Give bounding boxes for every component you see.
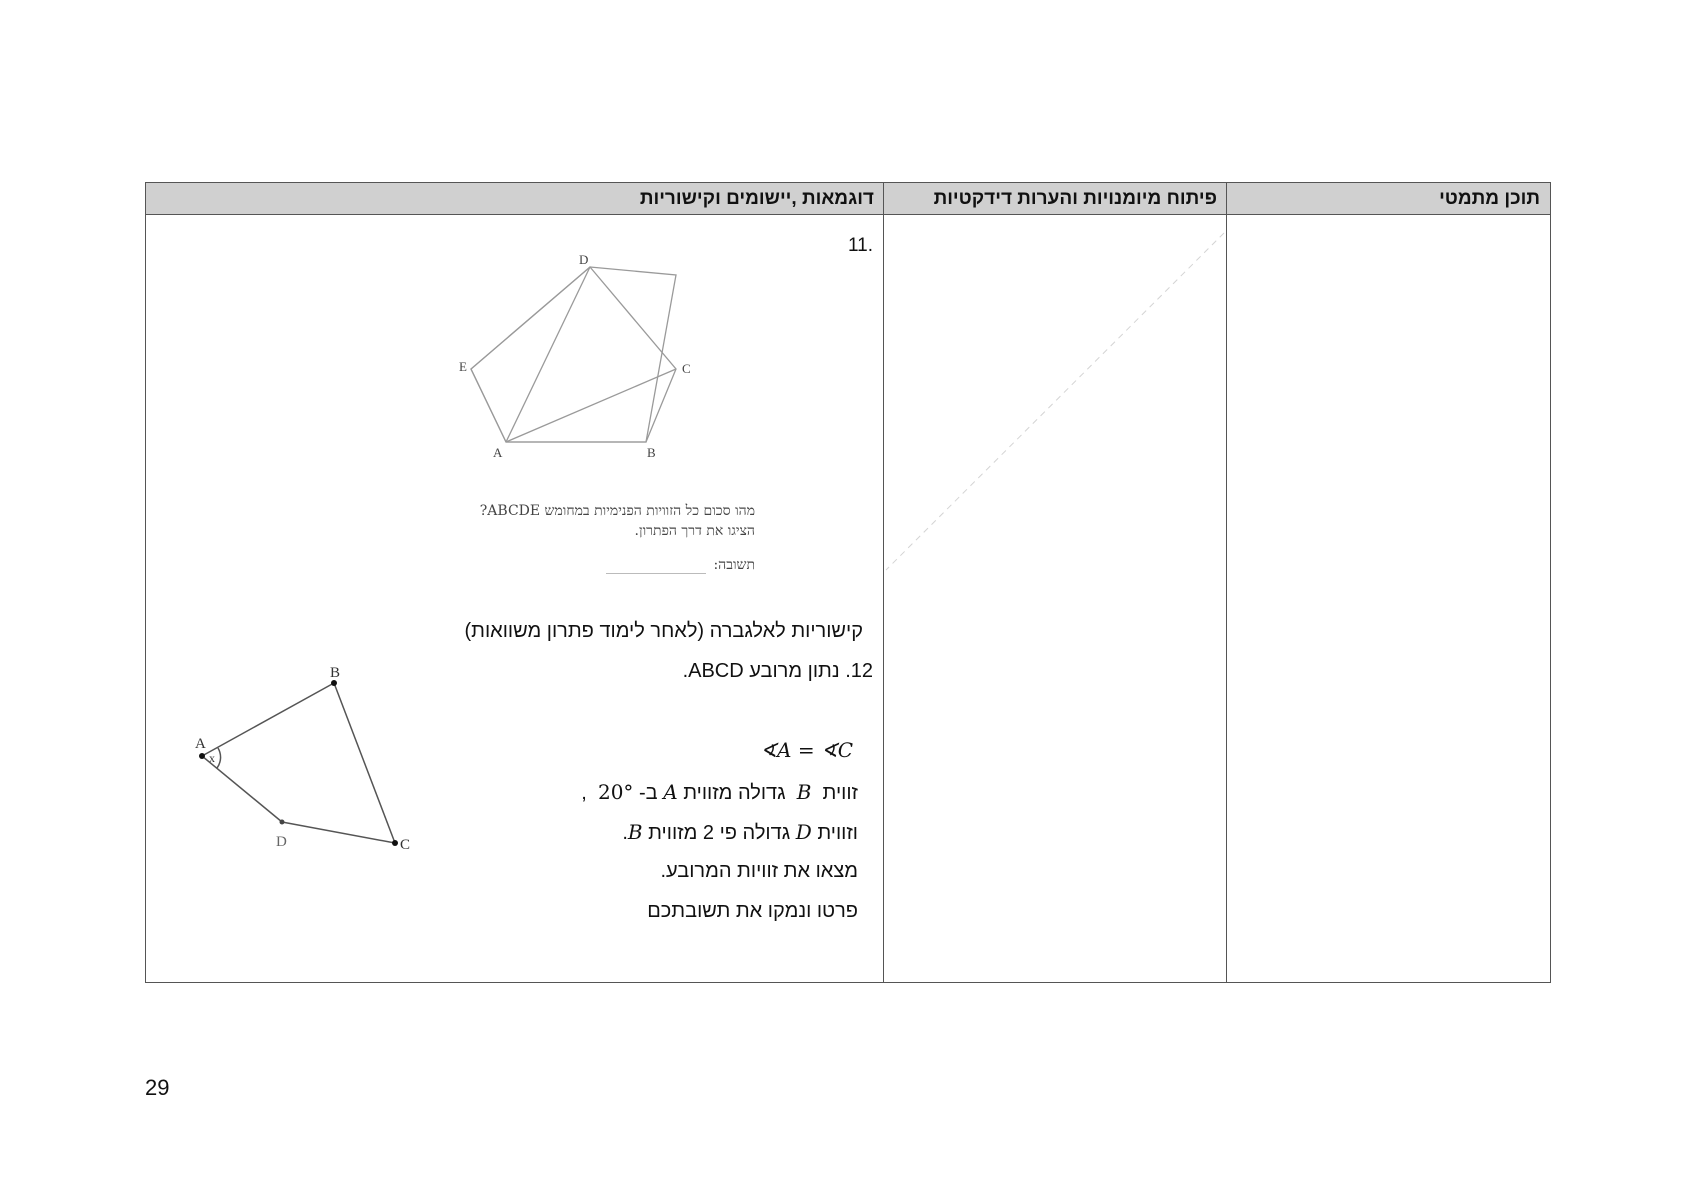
page-number: 29 [145, 1075, 170, 1100]
cell-diagonal-line [884, 215, 1226, 983]
line3-part-c: גדולה פי 2 מזווית [648, 822, 791, 844]
exercise-12-line-3 [622, 820, 858, 845]
equation-angle-a-equals-c [760, 738, 853, 763]
line3-part-a: וזווית [817, 822, 858, 844]
column-divider [1226, 183, 1227, 982]
exercise-12-line-2 [581, 780, 858, 805]
line2-var-a: A [663, 780, 678, 804]
exercise-12-line-4: מצאו את זוויות המרובע. [660, 860, 858, 882]
exercise-11-question-line2: הציגו את דרך הפתרון. [634, 523, 755, 539]
quad-label-b: B [330, 665, 341, 681]
header-examples [146, 183, 884, 215]
exercise-12-line-5: פרטו ונמקו את תשובתכם [647, 900, 858, 922]
header-skills-text: פיתוח מיומנויות והערות דידקטיות [933, 188, 1217, 209]
pentagon-label-d: D [579, 252, 589, 267]
exercise-12-intro: 12. נתון מרובע ABCD. [682, 660, 873, 682]
examples-cell [146, 215, 883, 982]
line2-comma: , [581, 782, 587, 804]
line3-var-b: B [627, 820, 643, 844]
line3-var-d: D [795, 820, 812, 844]
algebra-link-heading: קישוריות לאלגברה (לאחר לימוד פתרון משוואות) [464, 620, 863, 642]
line2-degrees: 20° [597, 780, 634, 804]
line2-part-e: ב- [639, 782, 658, 804]
line2-part-c: גדולה מזווית [683, 782, 786, 804]
exercise-11-answer-label [713, 557, 755, 574]
line3-period: . [622, 822, 628, 844]
answer-label-text: תשובה: [713, 557, 755, 573]
quad-label-d: D [276, 834, 287, 850]
line2-var-b: B [796, 780, 812, 804]
pentagon-label-b: B [647, 445, 656, 460]
header-skills [884, 183, 1227, 215]
exercise-number-11: .11 [847, 235, 873, 256]
curriculum-table [145, 182, 1551, 983]
quad-label-a: A [195, 736, 206, 752]
header-content [1227, 183, 1550, 215]
pentagon-figure [426, 245, 766, 475]
header-examples-text: דוגמאות ,יישומים וקישוריות [639, 188, 874, 209]
line2-part-a: זווית [822, 782, 858, 804]
pentagon-label-a: A [493, 445, 503, 460]
pentagon-label-c: C [682, 361, 691, 376]
pentagon-label-e: E [459, 359, 467, 374]
angle-mark-x: x [209, 751, 215, 765]
quad-label-c: C [400, 837, 411, 853]
exercise-11-question-line1: מהו סכום כל הזוויות הפנימיות במחומש ABCDE? [479, 503, 755, 519]
quadrilateral-figure [186, 660, 436, 860]
answer-line [606, 573, 706, 574]
equation-text: ∢A = ∢C [760, 738, 853, 762]
header-content-text: תוכן מתמטי [1439, 188, 1540, 209]
